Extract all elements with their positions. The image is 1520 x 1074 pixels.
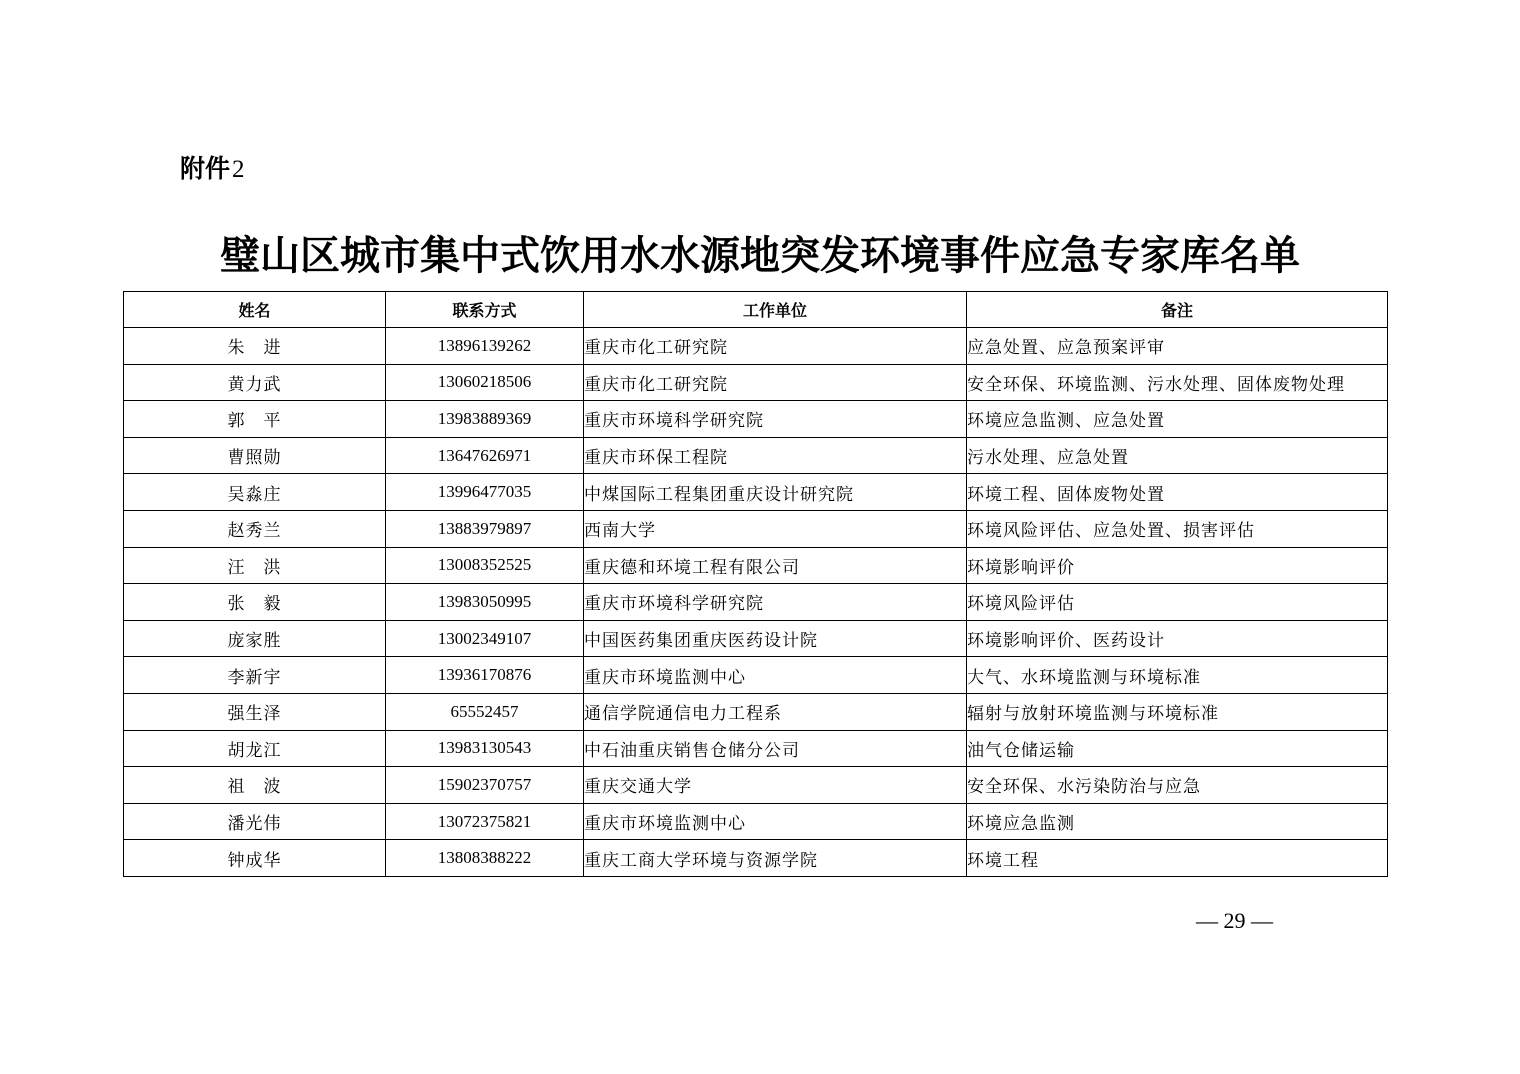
cell-unit: 重庆德和环境工程有限公司 xyxy=(584,547,967,584)
cell-note: 辐射与放射环境监测与环境标准 xyxy=(967,693,1388,730)
table-row xyxy=(124,584,1388,621)
table-row xyxy=(124,401,1388,438)
cell-name: 吴淼庄 xyxy=(124,474,386,511)
cell-name: 赵秀兰 xyxy=(124,510,386,547)
table-row xyxy=(124,840,1388,877)
cell-unit: 重庆市环境监测中心 xyxy=(584,803,967,840)
attachment-label xyxy=(180,152,245,187)
table-row xyxy=(124,767,1388,804)
cell-unit: 中石油重庆销售仓储分公司 xyxy=(584,730,967,767)
cell-phone: 13072375821 xyxy=(386,803,584,840)
cell-note: 污水处理、应急处置 xyxy=(967,437,1388,474)
table-row xyxy=(124,657,1388,694)
cell-note: 环境风险评估、应急处置、损害评估 xyxy=(967,510,1388,547)
cell-unit: 重庆市环境科学研究院 xyxy=(584,584,967,621)
cell-name: 黄力武 xyxy=(124,364,386,401)
page-number: — 29 — xyxy=(1196,908,1273,933)
cell-unit: 通信学院通信电力工程系 xyxy=(584,693,967,730)
cell-name: 强生泽 xyxy=(124,693,386,730)
cell-phone: 13983889369 xyxy=(386,401,584,438)
cell-phone: 15902370757 xyxy=(386,767,584,804)
cell-unit: 中国医药集团重庆医药设计院 xyxy=(584,620,967,657)
cell-phone: 13996477035 xyxy=(386,474,584,511)
cell-name: 曹照勋 xyxy=(124,437,386,474)
header-name: 姓名 xyxy=(124,292,386,328)
cell-unit: 重庆市化工研究院 xyxy=(584,364,967,401)
cell-name: 庞家胜 xyxy=(124,620,386,657)
cell-phone: 13002349107 xyxy=(386,620,584,657)
cell-unit: 重庆市环保工程院 xyxy=(584,437,967,474)
cell-note: 安全环保、环境监测、污水处理、固体废物处理 xyxy=(967,364,1388,401)
cell-phone: 13008352525 xyxy=(386,547,584,584)
cell-phone: 13983050995 xyxy=(386,584,584,621)
cell-note: 环境应急监测 xyxy=(967,803,1388,840)
cell-note: 安全环保、水污染防治与应急 xyxy=(967,767,1388,804)
cell-phone: 65552457 xyxy=(386,693,584,730)
cell-name: 钟成华 xyxy=(124,840,386,877)
cell-note: 环境工程 xyxy=(967,840,1388,877)
cell-note: 应急处置、应急预案评审 xyxy=(967,328,1388,365)
cell-name: 郭 平 xyxy=(124,401,386,438)
header-phone: 联系方式 xyxy=(386,292,584,328)
table-row xyxy=(124,693,1388,730)
cell-phone: 13883979897 xyxy=(386,510,584,547)
cell-note: 环境风险评估 xyxy=(967,584,1388,621)
cell-unit: 重庆市化工研究院 xyxy=(584,328,967,365)
expert-table xyxy=(123,291,1388,877)
cell-note: 环境影响评价 xyxy=(967,547,1388,584)
table-row xyxy=(124,328,1388,365)
table-row xyxy=(124,730,1388,767)
header-note: 备注 xyxy=(967,292,1388,328)
cell-unit: 重庆市环境科学研究院 xyxy=(584,401,967,438)
cell-unit: 重庆市环境监测中心 xyxy=(584,657,967,694)
cell-phone: 13983130543 xyxy=(386,730,584,767)
cell-note: 环境工程、固体废物处置 xyxy=(967,474,1388,511)
cell-phone: 13647626971 xyxy=(386,437,584,474)
cell-phone: 13896139262 xyxy=(386,328,584,365)
cell-unit: 中煤国际工程集团重庆设计研究院 xyxy=(584,474,967,511)
attachment-number: 2 xyxy=(232,156,245,183)
cell-unit: 重庆工商大学环境与资源学院 xyxy=(584,840,967,877)
table-header-row xyxy=(124,292,1388,328)
cell-note: 油气仓储运输 xyxy=(967,730,1388,767)
cell-note: 环境影响评价、医药设计 xyxy=(967,620,1388,657)
table-row xyxy=(124,510,1388,547)
cell-name: 汪 洪 xyxy=(124,547,386,584)
table-row xyxy=(124,620,1388,657)
table-row xyxy=(124,803,1388,840)
cell-name: 祖 波 xyxy=(124,767,386,804)
cell-note: 大气、水环境监测与环境标准 xyxy=(967,657,1388,694)
cell-note: 环境应急监测、应急处置 xyxy=(967,401,1388,438)
table-row xyxy=(124,364,1388,401)
cell-phone: 13060218506 xyxy=(386,364,584,401)
table-row xyxy=(124,547,1388,584)
attachment-text: 附件 xyxy=(180,154,231,183)
document-title: 璧山区城市集中式饮用水水源地突发环境事件应急专家库名单 xyxy=(220,232,1300,279)
cell-phone: 13936170876 xyxy=(386,657,584,694)
cell-name: 胡龙江 xyxy=(124,730,386,767)
cell-name: 李新宇 xyxy=(124,657,386,694)
header-unit: 工作单位 xyxy=(584,292,967,328)
table-row xyxy=(124,437,1388,474)
cell-unit: 重庆交通大学 xyxy=(584,767,967,804)
cell-name: 朱 进 xyxy=(124,328,386,365)
table-row xyxy=(124,474,1388,511)
cell-name: 潘光伟 xyxy=(124,803,386,840)
cell-name: 张 毅 xyxy=(124,584,386,621)
cell-unit: 西南大学 xyxy=(584,510,967,547)
cell-phone: 13808388222 xyxy=(386,840,584,877)
